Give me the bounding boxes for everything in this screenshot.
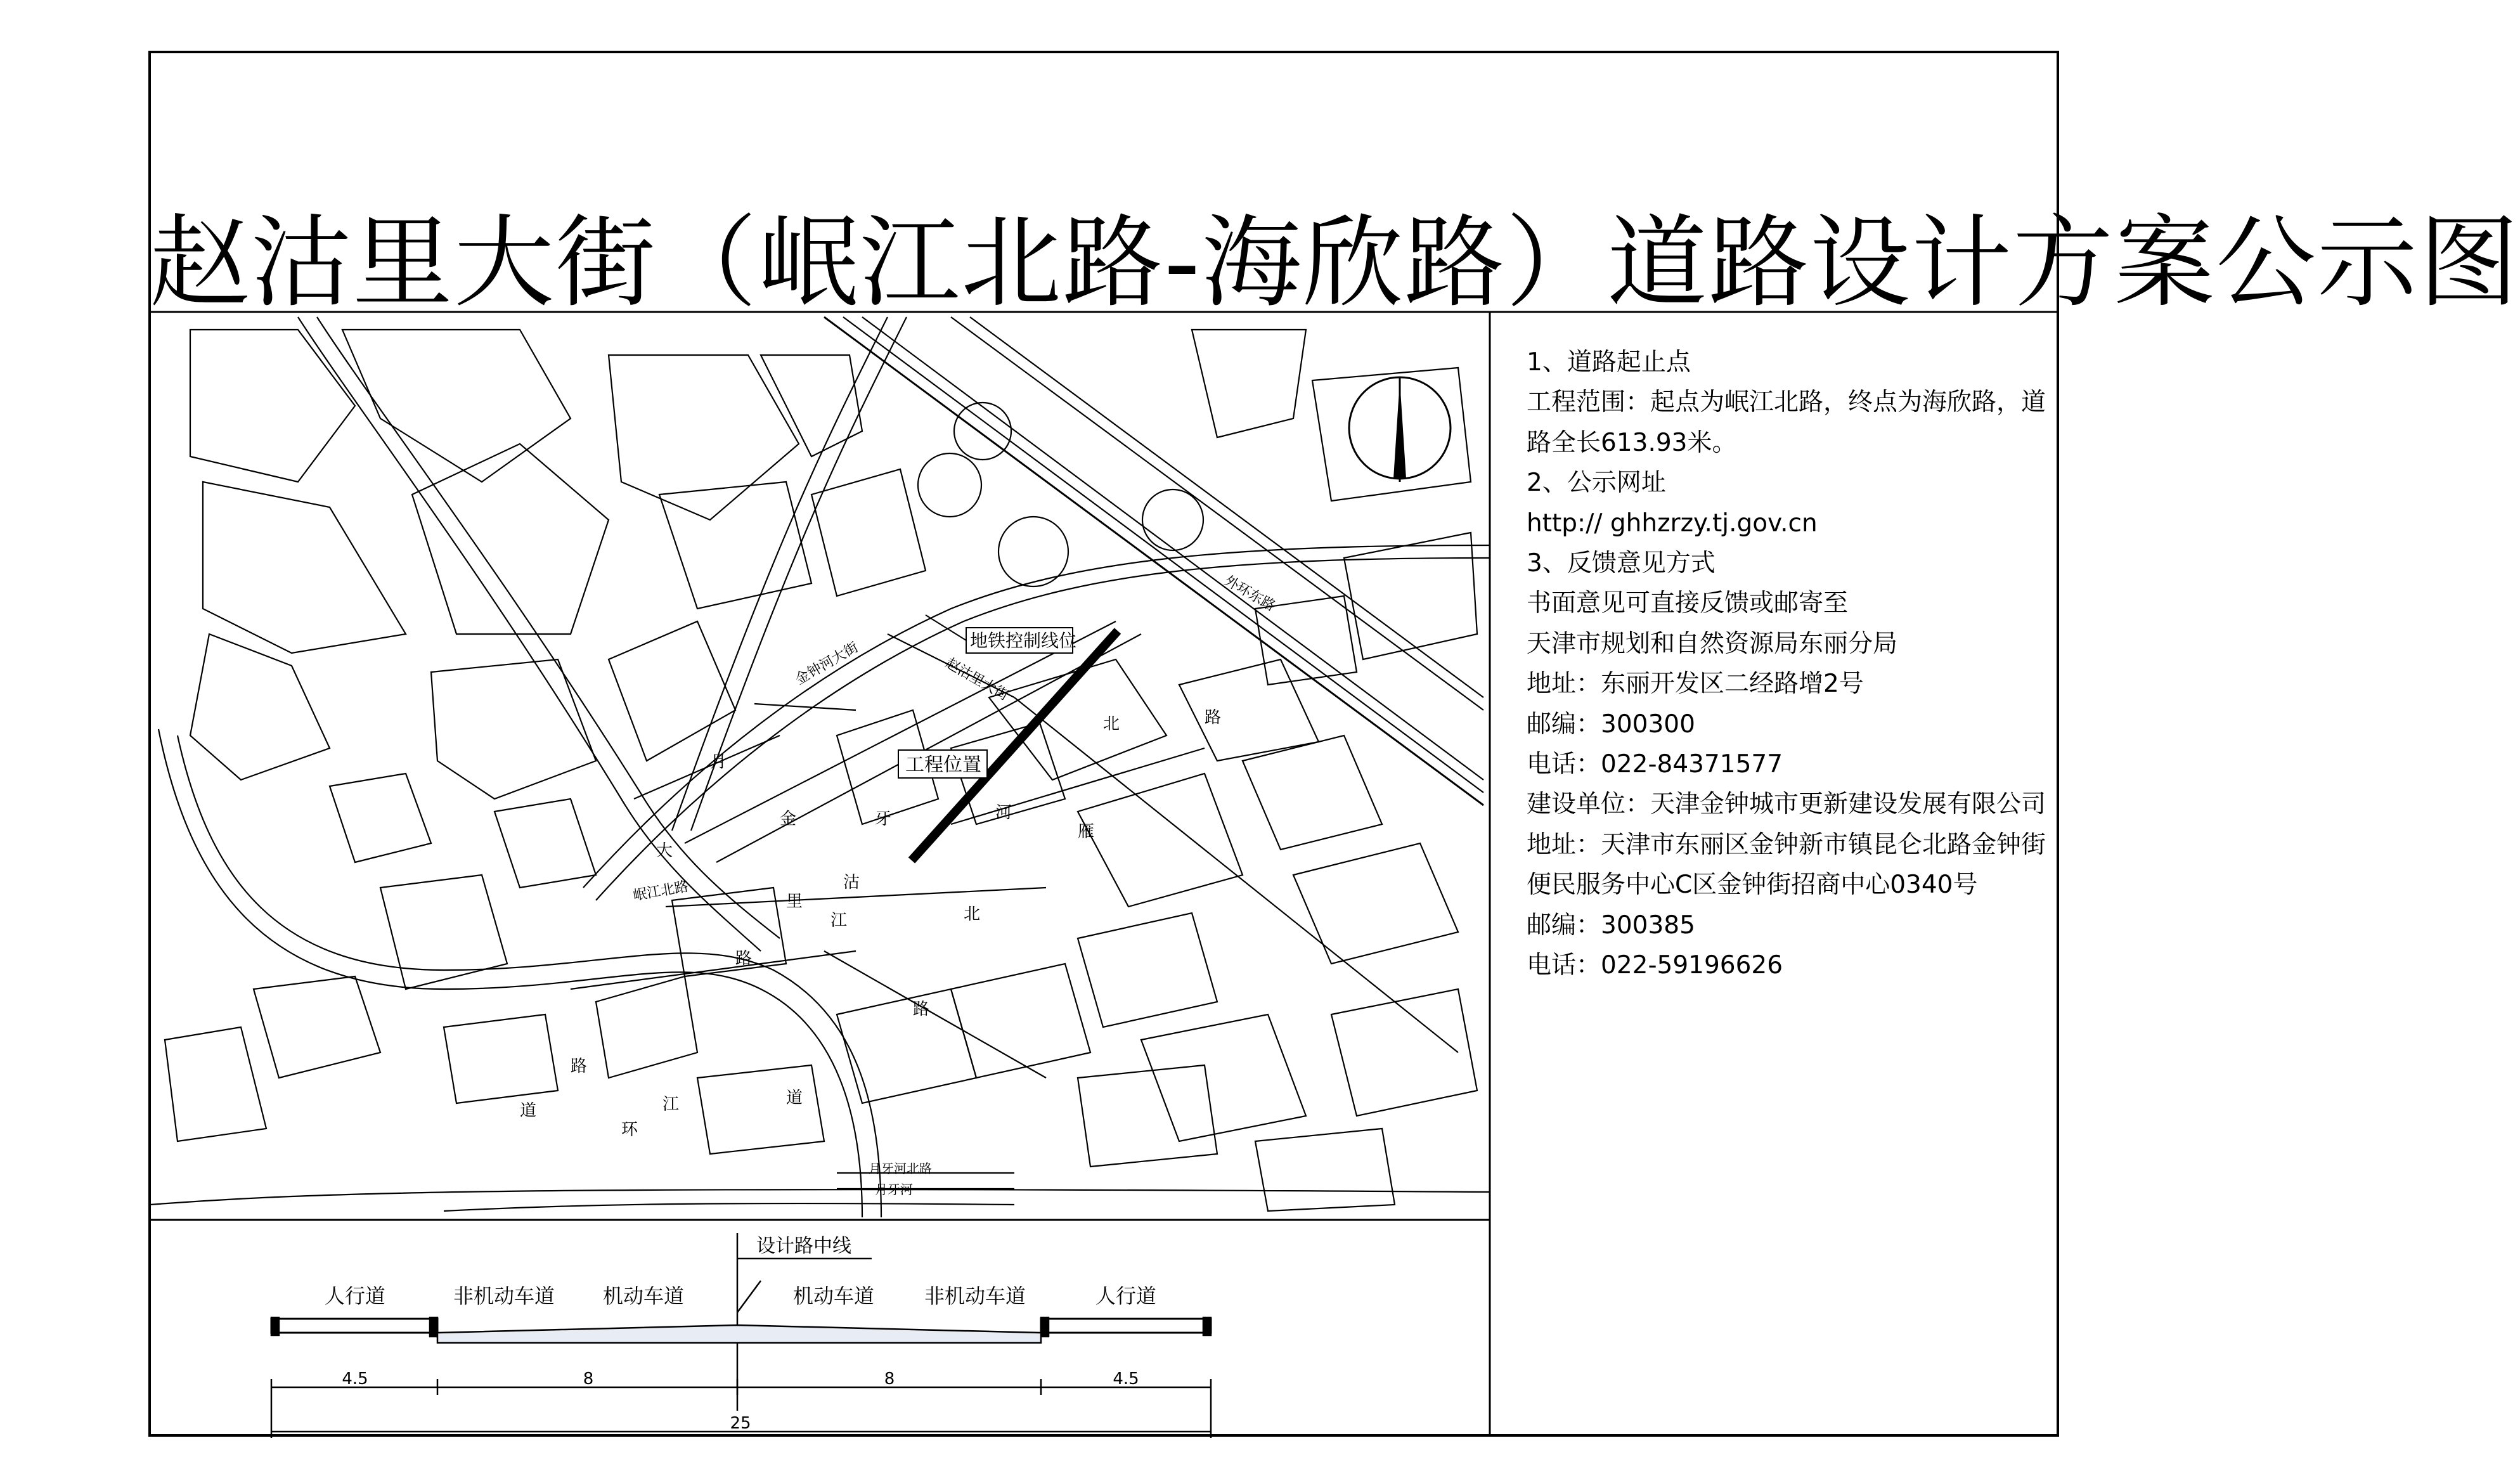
note-line: 地址：天津市东丽区金钟新市镇昆仑北路金钟街 bbox=[1527, 830, 2046, 859]
width-total: 25 bbox=[730, 1414, 751, 1433]
width-sidewalk-left: 4.5 bbox=[342, 1370, 368, 1389]
note-line: 2、公示网址 bbox=[1527, 469, 1666, 498]
map-char-9: 环 bbox=[621, 1120, 638, 1139]
lane-motor-right: 机动车道 bbox=[792, 1284, 875, 1308]
north-arrow-icon bbox=[1349, 377, 1451, 482]
width-roadway-left: 8 bbox=[583, 1370, 594, 1389]
page-title: 赵沽里大街（岷江北路-海欣路）道路设计方案公示图 bbox=[150, 205, 2520, 321]
map-char-10: 雁 bbox=[1078, 822, 1095, 841]
note-line: 邮编：300300 bbox=[1527, 709, 1695, 739]
project-location-label: 工程位置 bbox=[905, 754, 981, 776]
road-label-minjiang: 岷江北路 bbox=[631, 879, 690, 904]
note-line: 书面意见可直接反馈或邮寄至 bbox=[1527, 589, 1849, 618]
road-label-jinzhong: 金钟河大街 bbox=[792, 639, 862, 689]
map-char-2: 道 bbox=[786, 1089, 803, 1108]
note-line: 电话：022-59196626 bbox=[1527, 951, 1783, 980]
map-char-16: 牙 bbox=[875, 810, 892, 829]
map-char-3: 路 bbox=[913, 1000, 930, 1019]
map-char-12: 道 bbox=[520, 1101, 537, 1120]
note-line: 工程范围：起点为岷江北路，终点为海欣路，道 bbox=[1527, 388, 2046, 417]
note-line: 建设单位：天津金钟城市更新建设发展有限公司 bbox=[1527, 790, 2046, 819]
road-label-yueya-north: 月牙河北路 bbox=[869, 1161, 932, 1176]
note-line: 天津市规划和自然资源局东丽分局 bbox=[1527, 629, 1898, 658]
road-label-yueya: 月牙河 bbox=[875, 1182, 913, 1197]
website-link[interactable]: http:// ghhzrzy.tj.gov.cn bbox=[1527, 508, 1818, 538]
note-line: 路全长613.93米。 bbox=[1527, 428, 1737, 457]
note-line: 3、反馈意见方式 bbox=[1527, 549, 1716, 578]
note-line: 电话：022-84371577 bbox=[1527, 750, 1783, 779]
map-char-1: 大 bbox=[656, 841, 673, 860]
notes-panel bbox=[1527, 342, 2046, 986]
lane-sidewalk-right: 人行道 bbox=[1095, 1284, 1157, 1308]
road-label-zhaoguli: 赵沽里大街 bbox=[943, 655, 1011, 704]
map-char-18: 北 bbox=[1103, 715, 1120, 734]
map-char-8: 里 bbox=[786, 892, 803, 911]
lane-nonmotor-right: 非机动车道 bbox=[924, 1284, 1026, 1308]
map-char-17: 河 bbox=[995, 803, 1012, 822]
metro-label: 地铁控制线位 bbox=[970, 630, 1077, 651]
map-char-4: 江 bbox=[662, 1095, 680, 1114]
map-char-7: 沽 bbox=[843, 873, 860, 892]
lane-motor-left: 机动车道 bbox=[602, 1284, 685, 1308]
map-char-14: 江 bbox=[830, 911, 848, 930]
width-roadway-right: 8 bbox=[884, 1370, 895, 1389]
note-line: 1、道路起止点 bbox=[1527, 348, 1691, 377]
map-char-19: 路 bbox=[1205, 708, 1222, 727]
map-char-13: 路 bbox=[735, 949, 753, 968]
map-char-15: 月 bbox=[710, 753, 727, 772]
note-line: 便民服务中心C区金钟街招商中心0340号 bbox=[1527, 871, 1978, 900]
map-char-5: 北 bbox=[964, 905, 981, 924]
width-sidewalk-right: 4.5 bbox=[1113, 1370, 1139, 1389]
lane-sidewalk-left: 人行道 bbox=[324, 1284, 386, 1308]
centerline-label: 设计路中线 bbox=[756, 1235, 851, 1257]
note-line: 地址：东丽开发区二经路增2号 bbox=[1527, 670, 1864, 699]
site-map bbox=[150, 317, 1490, 1217]
map-char-6: 金 bbox=[780, 810, 797, 829]
cross-section bbox=[271, 1233, 1211, 1438]
lane-nonmotor-left: 非机动车道 bbox=[453, 1284, 555, 1308]
road-label-waihuan: 外环东路 bbox=[1222, 573, 1278, 615]
note-line: 邮编：300385 bbox=[1527, 910, 1695, 940]
map-char-11: 路 bbox=[571, 1057, 588, 1076]
